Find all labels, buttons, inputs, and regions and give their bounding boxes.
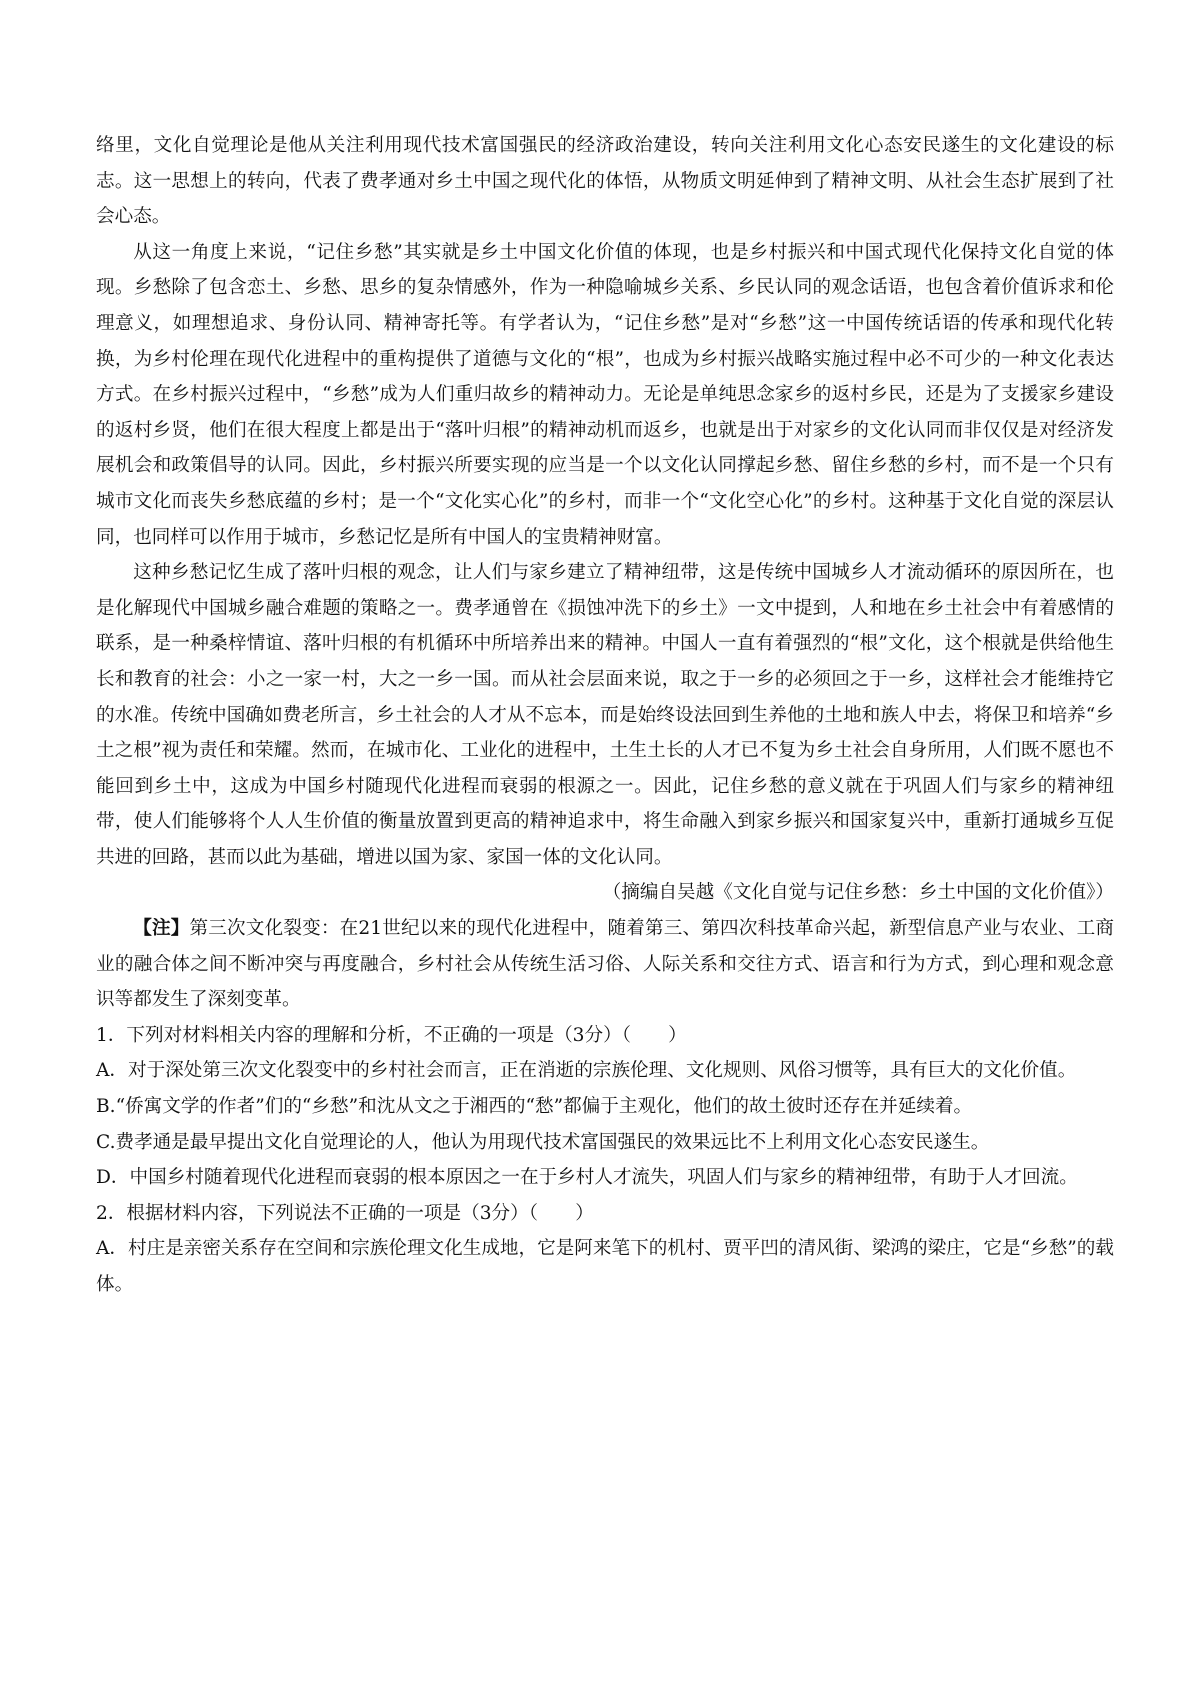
paragraph-spiritual-bond: 这种乡愁记忆生成了落叶归根的观念，让人们与家乡建立了精神纽带，这是传统中国城乡人才流动循环的原因所在，也是化解现代中国城乡融合难题的策略之一。费孝通曾在《损蚀冲洗下的乡土》一文中提到，人和地在乡土社会中有着感情的联系，是一种桑梓情谊、落叶归根的有机循环中所培养出来的精神。中国人一直有着强烈的“根”文化，这个根就是供给他生长和教育的社会：小之一家一村，大之一乡一国。而从社会层面来说，取之于一乡的必须回之于一乡，这样社会才能维持它的水准。传统中国确如费老所言，乡土社会的人才从不忘本，而是始终设法回到生养他的土地和族人中去，将保卫和培养“乡土之根”视为责任和荣耀。然而，在城市化、工业化的进程中，土生土长的人才已不复为乡土社会自身所用，人们既不愿也不能回到乡土中，这成为中国乡村随现代化进程而衰弱的根源之一。因此，记住乡愁的意义就在于巩固人们与家乡的精神纽带，使人们能够将个人人生价值的衡量放置到更高的精神追求中，将生命融入到家乡振兴和国家复兴中，重新打通城乡互促共进的回路，甚而以此为基础，增进以国为家、家国一体的文化认同。 bbox=[96, 562, 1114, 868]
paragraph-nostalgia-value: 从这一角度上来说，“记住乡愁”其实就是乡土中国文化价值的体现，也是乡村振兴和中国式现代化保持文化自觉的体现。乡愁除了包含恋土、乡愁、思乡的复杂情感外，作为一种隐喻城乡关系、乡民认同的观念话语，也包含着价值诉求和伦理意义，如理想追求、身份认同、精神寄托等。有学者认为，“记住乡愁”是对“乡愁”这一中国传统话语的传承和现代化转换，为乡村伦理在现代化进程中的重构提供了道德与文化的“根”，也成为乡村振兴战略实施过程中必不可少的一种文化表达方式。在乡村振兴过程中，“乡愁”成为人们重归故乡的精神动力。无论是单纯思念家乡的返村乡民，还是为了支援家乡建设的返村乡贤，他们在很大程度上都是出于“落叶归根”的精神动机而返乡，也就是出于对家乡的文化认同而非仅仅是对经济发展机会和政策倡导的认同。因此，乡村振兴所要实现的应当是一个以文化认同撑起乡愁、留住乡愁的乡村，而不是一个只有城市文化而丧失乡愁底蕴的乡村；是一个“文化实心化”的乡村，而非一个“文化空心化”的乡村。这种基于文化自觉的深层认同，也同样可以作用于城市，乡愁记忆是所有中国人的宝贵精神财富。 bbox=[96, 241, 1114, 548]
question-1-option-d: D．中国乡村随着现代化进程而衰弱的根本原因之一在于乡村人才流失，巩固人们与家乡的精神纽带，有助于人才回流。 bbox=[96, 1167, 1078, 1189]
note-tag: 【注】 bbox=[133, 918, 190, 940]
question-1-option-a: A．对于深处第三次文化裂变中的乡村社会而言，正在消逝的宗族伦理、文化规则、风俗习惯等，具有巨大的文化价值。 bbox=[96, 1060, 1077, 1082]
question-2-option-a: A．村庄是亲密关系存在空间和宗族伦理文化生成地，它是阿来笔下的机村、贾平凹的清风街、梁鸿的梁庄，它是“乡愁”的载体。 bbox=[96, 1238, 1114, 1295]
question-1-option-b: B.“侨寓文学的作者”们的“乡愁”和沈从文之于湘西的“愁”都偏于主观化，他们的故土彼时还存在并延续着。 bbox=[96, 1096, 973, 1118]
question-2-stem: 2．根据材料内容，下列说法不正确的一项是（3分）（ ） bbox=[96, 1202, 594, 1224]
note-text: 第三次文化裂变：在21世纪以来的现代化进程中，随着第三、第四次科技革命兴起，新型信息产业与农业、工商业的融合体之间不断冲突与再度融合，乡村社会从传统生活习俗、人际关系和交往方式、语言和行为方式，到心理和观念意识等都发生了深刻变革。 bbox=[96, 918, 1114, 1011]
source-citation: （摘编自吴越《文化自觉与记住乡愁：乡土中国的文化价值》） bbox=[602, 882, 1114, 904]
note-paragraph bbox=[96, 911, 1114, 1018]
question-1-option-c: C.费孝通是最早提出文化自觉理论的人，他认为用现代技术富国强民的效果远比不上利用文化心态安民遂生。 bbox=[96, 1131, 990, 1153]
question-1-stem: 1．下列对材料相关内容的理解和分析，不正确的一项是（3分）（ ） bbox=[96, 1024, 687, 1046]
paragraph-continued: 络里，文化自觉理论是他从关注利用现代技术富国强民的经济政治建设，转向关注利用文化心态安民遂生的文化建设的标志。这一思想上的转向，代表了费孝通对乡土中国之现代化的体悟，从物质文明延伸到了精神文明、从社会生态扩展到了社会心态。 bbox=[96, 135, 1114, 228]
